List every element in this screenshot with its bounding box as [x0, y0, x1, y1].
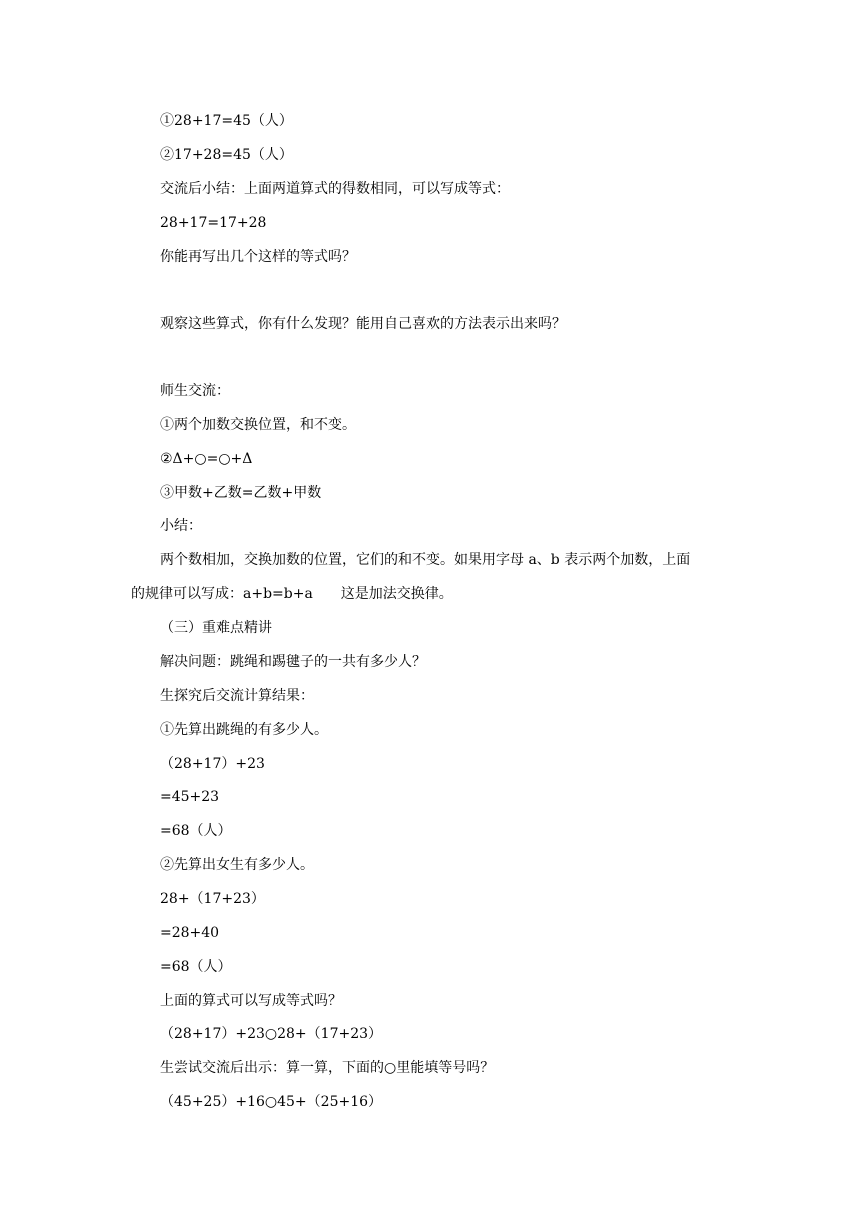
text-line-18: （28+17）+23 [160, 756, 265, 772]
text-line-25: 上面的算式可以写成等式吗？ [160, 993, 342, 1009]
text-line-8: ①两个加数交换位置，和不变。 [160, 417, 356, 433]
text-line-3: 交流后小结：上面两道算式的得数相同，可以写成等式： [160, 181, 510, 197]
text-line-6: 观察这些算式，你有什么发现？能用自己喜欢的方法表示出来吗？ [160, 316, 566, 332]
text-line-17: ①先算出跳绳的有多少人。 [160, 722, 328, 738]
text-line-19: =45+23 [160, 789, 220, 805]
section-heading: （三）重难点精讲 [160, 620, 272, 636]
text-line-2: ②17+28=45（人） [160, 147, 293, 163]
text-line-20: =68（人） [160, 823, 232, 839]
text-line-10: ③甲数+乙数=乙数+甲数 [160, 485, 322, 501]
text-line-5: 你能再写出几个这样的等式吗？ [160, 249, 356, 265]
text-line-23: =28+40 [160, 925, 220, 941]
text-line-7: 师生交流： [160, 383, 230, 399]
text-line-11: 小结： [160, 518, 202, 534]
text-line-24: =68（人） [160, 959, 232, 975]
text-line-12: 两个数相加，交换加数的位置，它们的和不变。如果用字母 a、b 表示两个加数，上面 [160, 552, 691, 568]
text-line-1: ①28+17=45（人） [160, 113, 293, 129]
text-line-16: 生探究后交流计算结果： [160, 688, 314, 704]
text-line-9: ②Δ+○=○+Δ [160, 451, 253, 467]
text-line-13: 的规律可以写成：a+b=b+a 这是加法交换律。 [131, 586, 453, 602]
text-line-22: 28+（17+23） [160, 891, 265, 907]
text-line-28: （45+25）+16○45+（25+16） [160, 1094, 383, 1110]
text-line-4: 28+17=17+28 [160, 215, 267, 231]
text-line-26: （28+17）+23○28+（17+23） [160, 1026, 383, 1042]
text-line-21: ②先算出女生有多少人。 [160, 857, 314, 873]
text-line-27: 生尝试交流后出示：算一算，下面的○里能填等号吗？ [160, 1060, 495, 1076]
text-line-15: 解决问题：跳绳和踢毽子的一共有多少人？ [160, 654, 426, 670]
